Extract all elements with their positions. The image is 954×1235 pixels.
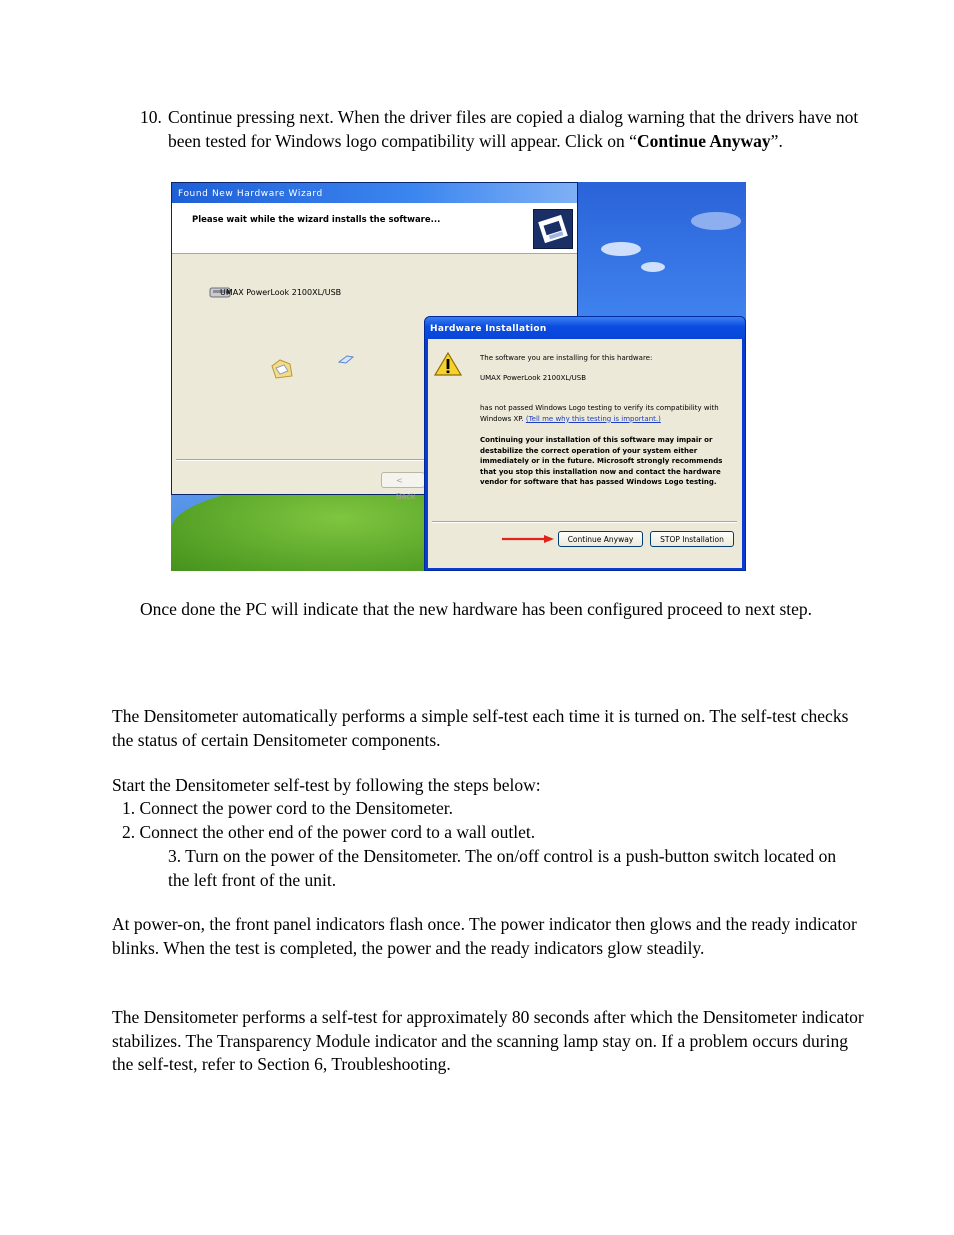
why-testing-link[interactable]: (Tell me why this testing is important.) [525, 414, 661, 423]
start-self-test-paragraph: Start the Densitometer self-test by following the steps below: [112, 775, 541, 795]
list-item: 1. Connect the power cord to the Densitometer. [122, 798, 453, 818]
dialog-line-2-text: has not passed Windows Logo testing to verify its compatibility with Windows XP. [480, 404, 719, 423]
installation-screenshot [171, 182, 746, 571]
wizard-header-text: Please wait while the wizard installs the software... [192, 215, 441, 225]
folder-icon [270, 358, 294, 380]
step-10-text [168, 106, 860, 153]
continue-anyway-bold: Continue Anyway [636, 130, 771, 151]
dialog-separator [432, 521, 737, 523]
red-arrow-icon [502, 535, 554, 543]
step-10-text-after: ”. [770, 130, 783, 151]
power-on-paragraph: At power-on, the front panel indicators flash once. The power indicator then glows and the ready indicator blinks. When the test is completed, the power and the ready indicators glow steadily. [112, 914, 857, 958]
dialog-line-1: The software you are installing for this hardware: [480, 354, 653, 362]
list-item: 2. Connect the other end of the power cord to a wall outlet. [122, 822, 536, 842]
dialog-line-2 [480, 403, 735, 424]
step-number: 10. [140, 107, 162, 127]
dialog-title: Hardware Installation [425, 317, 745, 339]
sky-cloud [641, 262, 665, 272]
stop-installation-button[interactable]: STOP Installation [650, 531, 734, 547]
self-test-intro-paragraph: The Densitometer automatically performs a simple self-test each time it is turned on. The self-test checks the status of certain Densitometer components. [112, 706, 849, 750]
sky-cloud [601, 242, 641, 256]
wizard-header [172, 203, 577, 254]
step-10 [140, 106, 860, 153]
dialog-body [428, 339, 742, 568]
once-done-paragraph: Once done the PC will indicate that the new hardware has been configured proceed to next step. [140, 599, 813, 619]
sky-cloud [691, 212, 741, 230]
list-item: 3. Turn on the power of the Densitometer. The on/off control is a push-button switch located on the left front of the unit. [168, 846, 837, 890]
continue-anyway-button[interactable]: Continue Anyway [558, 531, 643, 547]
device-name: UMAX PowerLook 2100XL/USB [220, 288, 342, 297]
dialog-device-name: UMAX PowerLook 2100XL/USB [480, 374, 586, 382]
wizard-title: Found New Hardware Wizard [172, 183, 577, 203]
step-10-text-before: Continue pressing next. When the driver files are copied a dialog warning that the drivers have not been tested for Windows logo compatibility will appear. Click on “ [168, 107, 859, 151]
warning-icon [434, 351, 462, 377]
self-test-duration-paragraph: The Densitometer performs a self-test for approximately 80 seconds after which the Densitometer indicator stabilizes. The Transparency Module indicator and the scanning lamp stay on. If a problem occurs during the self-test, refer to Section 6, Troubleshooting. [112, 1007, 864, 1074]
flying-file-icon [338, 354, 354, 364]
hardware-installation-dialog [424, 316, 746, 571]
hardware-wizard-icon [533, 209, 573, 249]
dialog-warning-text: Continuing your installation of this software may impair or destabilize the correct operation of your system either immediately or in the future. Microsoft strongly recommends that you stop this installation now and contact the hardware vendor for software that has passed Windows Logo testing. [480, 436, 723, 486]
back-button[interactable]: < Back [381, 472, 425, 488]
